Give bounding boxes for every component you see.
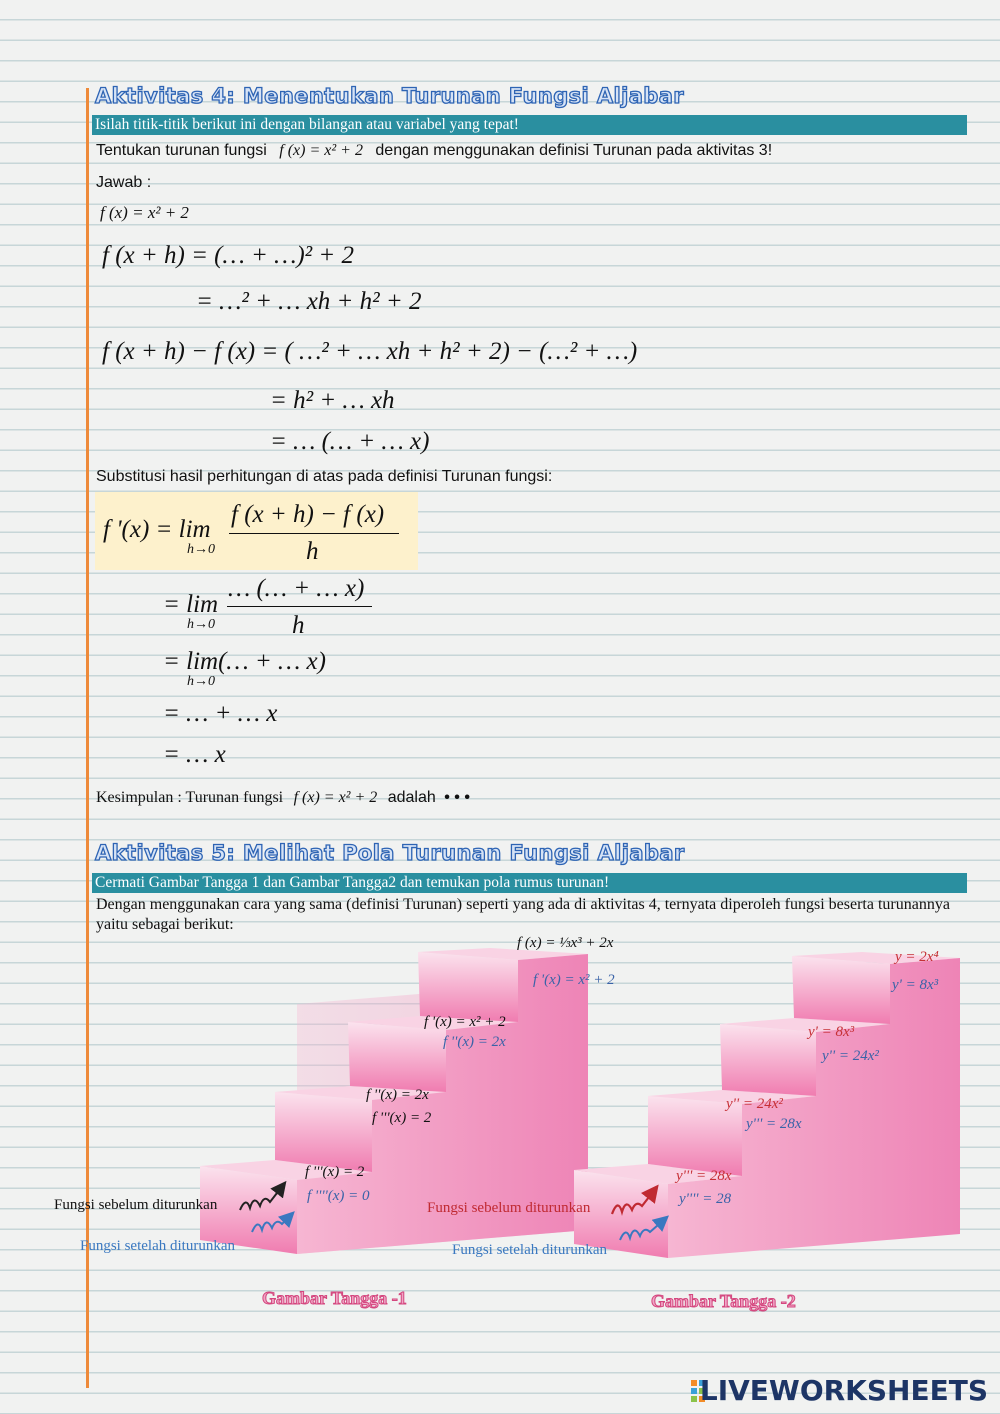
stairs2-red-label-1: y = 2x⁴ (895, 949, 939, 965)
task-function: f (x) = x² + 2 (279, 142, 363, 159)
stairs2-red-label-2: y' = 8x³ (808, 1024, 855, 1040)
stairs2-caption: Gambar Tangga -2 (651, 1291, 796, 1311)
substitution-text: Substitusi hasil perhitungan di atas pada definisi Turunan fungsi: (96, 468, 553, 485)
step-factor: = … (… + … x) (270, 428, 430, 455)
limit-step1-prefix: = lim (163, 591, 219, 618)
limit-step1-sub: h→0 (187, 617, 215, 632)
stairs1-black-label-3: f '''(x) = 2 (305, 1164, 365, 1180)
task-suffix: dengan menggunakan definisi Turunan pada aktivitas 3! (375, 142, 773, 159)
step-f-x-plus-h: f (x + h) = (… + …)² + 2 (102, 242, 355, 269)
activity5-title: Aktivitas 5: Melihat Pola Turunan Fungsi Aljabar (95, 841, 685, 865)
task-prefix: Tentukan turunan fungsi (96, 142, 267, 159)
stairs1-blue-label-4: f ''''(x) = 0 (307, 1188, 370, 1204)
step-expand: = …² + … xh + h² + 2 (196, 288, 422, 315)
stairs1-top-function: f (x) = ⅓x³ + 2x (517, 935, 614, 951)
limit-step1-denominator: h (292, 612, 305, 639)
limit-step1-numerator: … (… + … x) (228, 575, 365, 602)
stairs1-black-label-1: f '(x) = x² + 2 (424, 1014, 506, 1030)
stairs1-legend-after: Fungsi setelah diturunkan (80, 1238, 235, 1254)
definition-limit-sub: h→0 (187, 542, 215, 557)
activity5-description: Dengan menggunakan cara yang sama (definisi Turunan) seperti yang ada di aktivitas 4, ternyata diperoleh fungsi beserta turunannya yaitu sebagai berikut: (96, 896, 950, 933)
activity5-instruction-bar: Cermati Gambar Tangga 1 dan Gambar Tangga2 dan temukan pola rumus turunan! (92, 873, 967, 893)
conclusion-function: f (x) = x² + 2 (293, 789, 378, 806)
step-difference: f (x + h) − f (x) = ( …² + … xh + h² + 2) − (…² + …) (102, 338, 638, 365)
stairs2-blue-label-3: y''' = 28x (746, 1116, 802, 1132)
activity4-title: Aktivitas 4: Menentukan Turunan Fungsi Aljabar (95, 84, 685, 108)
stairs2-legend-before: Fungsi sebelum diturunkan (427, 1200, 591, 1216)
stairs1-blue-label-3: f '''(x) = 2 (372, 1110, 432, 1126)
conclusion-suffix: adalah (387, 789, 436, 806)
stairs1-caption: Gambar Tangga -1 (262, 1288, 407, 1308)
definition-lhs: f '(x) = lim (103, 516, 211, 543)
conclusion-prefix: Kesimpulan : Turunan fungsi (96, 789, 284, 806)
definition-numerator: f (x + h) − f (x) (231, 501, 385, 528)
conclusion-answer-blank[interactable]: • • • (444, 789, 470, 806)
limit-step2-sub: h→0 (187, 674, 215, 689)
stairs2-red-label-3: y'' = 24x² (726, 1096, 783, 1112)
definition-denominator: h (306, 538, 319, 565)
stairs1-blue-label-1: f '(x) = x² + 2 (533, 972, 615, 988)
liveworksheets-logo[interactable]: LIVEWORKSHEETS (699, 1374, 988, 1407)
stairs1-legend-before: Fungsi sebelum diturunkan (54, 1197, 218, 1213)
answer-label: Jawab : (96, 174, 152, 191)
activity4-instruction-bar: Isilah titik-titik berikut ini dengan bilangan atau variabel yang tepat! (92, 115, 967, 135)
stairs2-legend-after: Fungsi setelah diturunkan (452, 1242, 607, 1258)
limit-step2: = lim(… + … x) (163, 648, 326, 675)
stairs2-blue-label-2: y'' = 24x² (822, 1048, 879, 1064)
stairs1-black-label-2: f ''(x) = 2x (366, 1087, 429, 1103)
stairs2-red-label-4: y''' = 28x (676, 1168, 732, 1184)
stairs2-blue-label-4: y'''' = 28 (679, 1191, 732, 1207)
limit-step3: = … + … x (163, 700, 278, 727)
limit-step4: = … x (163, 741, 226, 768)
stairs1-blue-label-2: f ''(x) = 2x (443, 1034, 506, 1050)
step-simplify: = h² + … xh (270, 387, 395, 414)
stairs2-blue-label-1: y' = 8x³ (892, 977, 939, 993)
step-function: f (x) = x² + 2 (100, 203, 189, 222)
